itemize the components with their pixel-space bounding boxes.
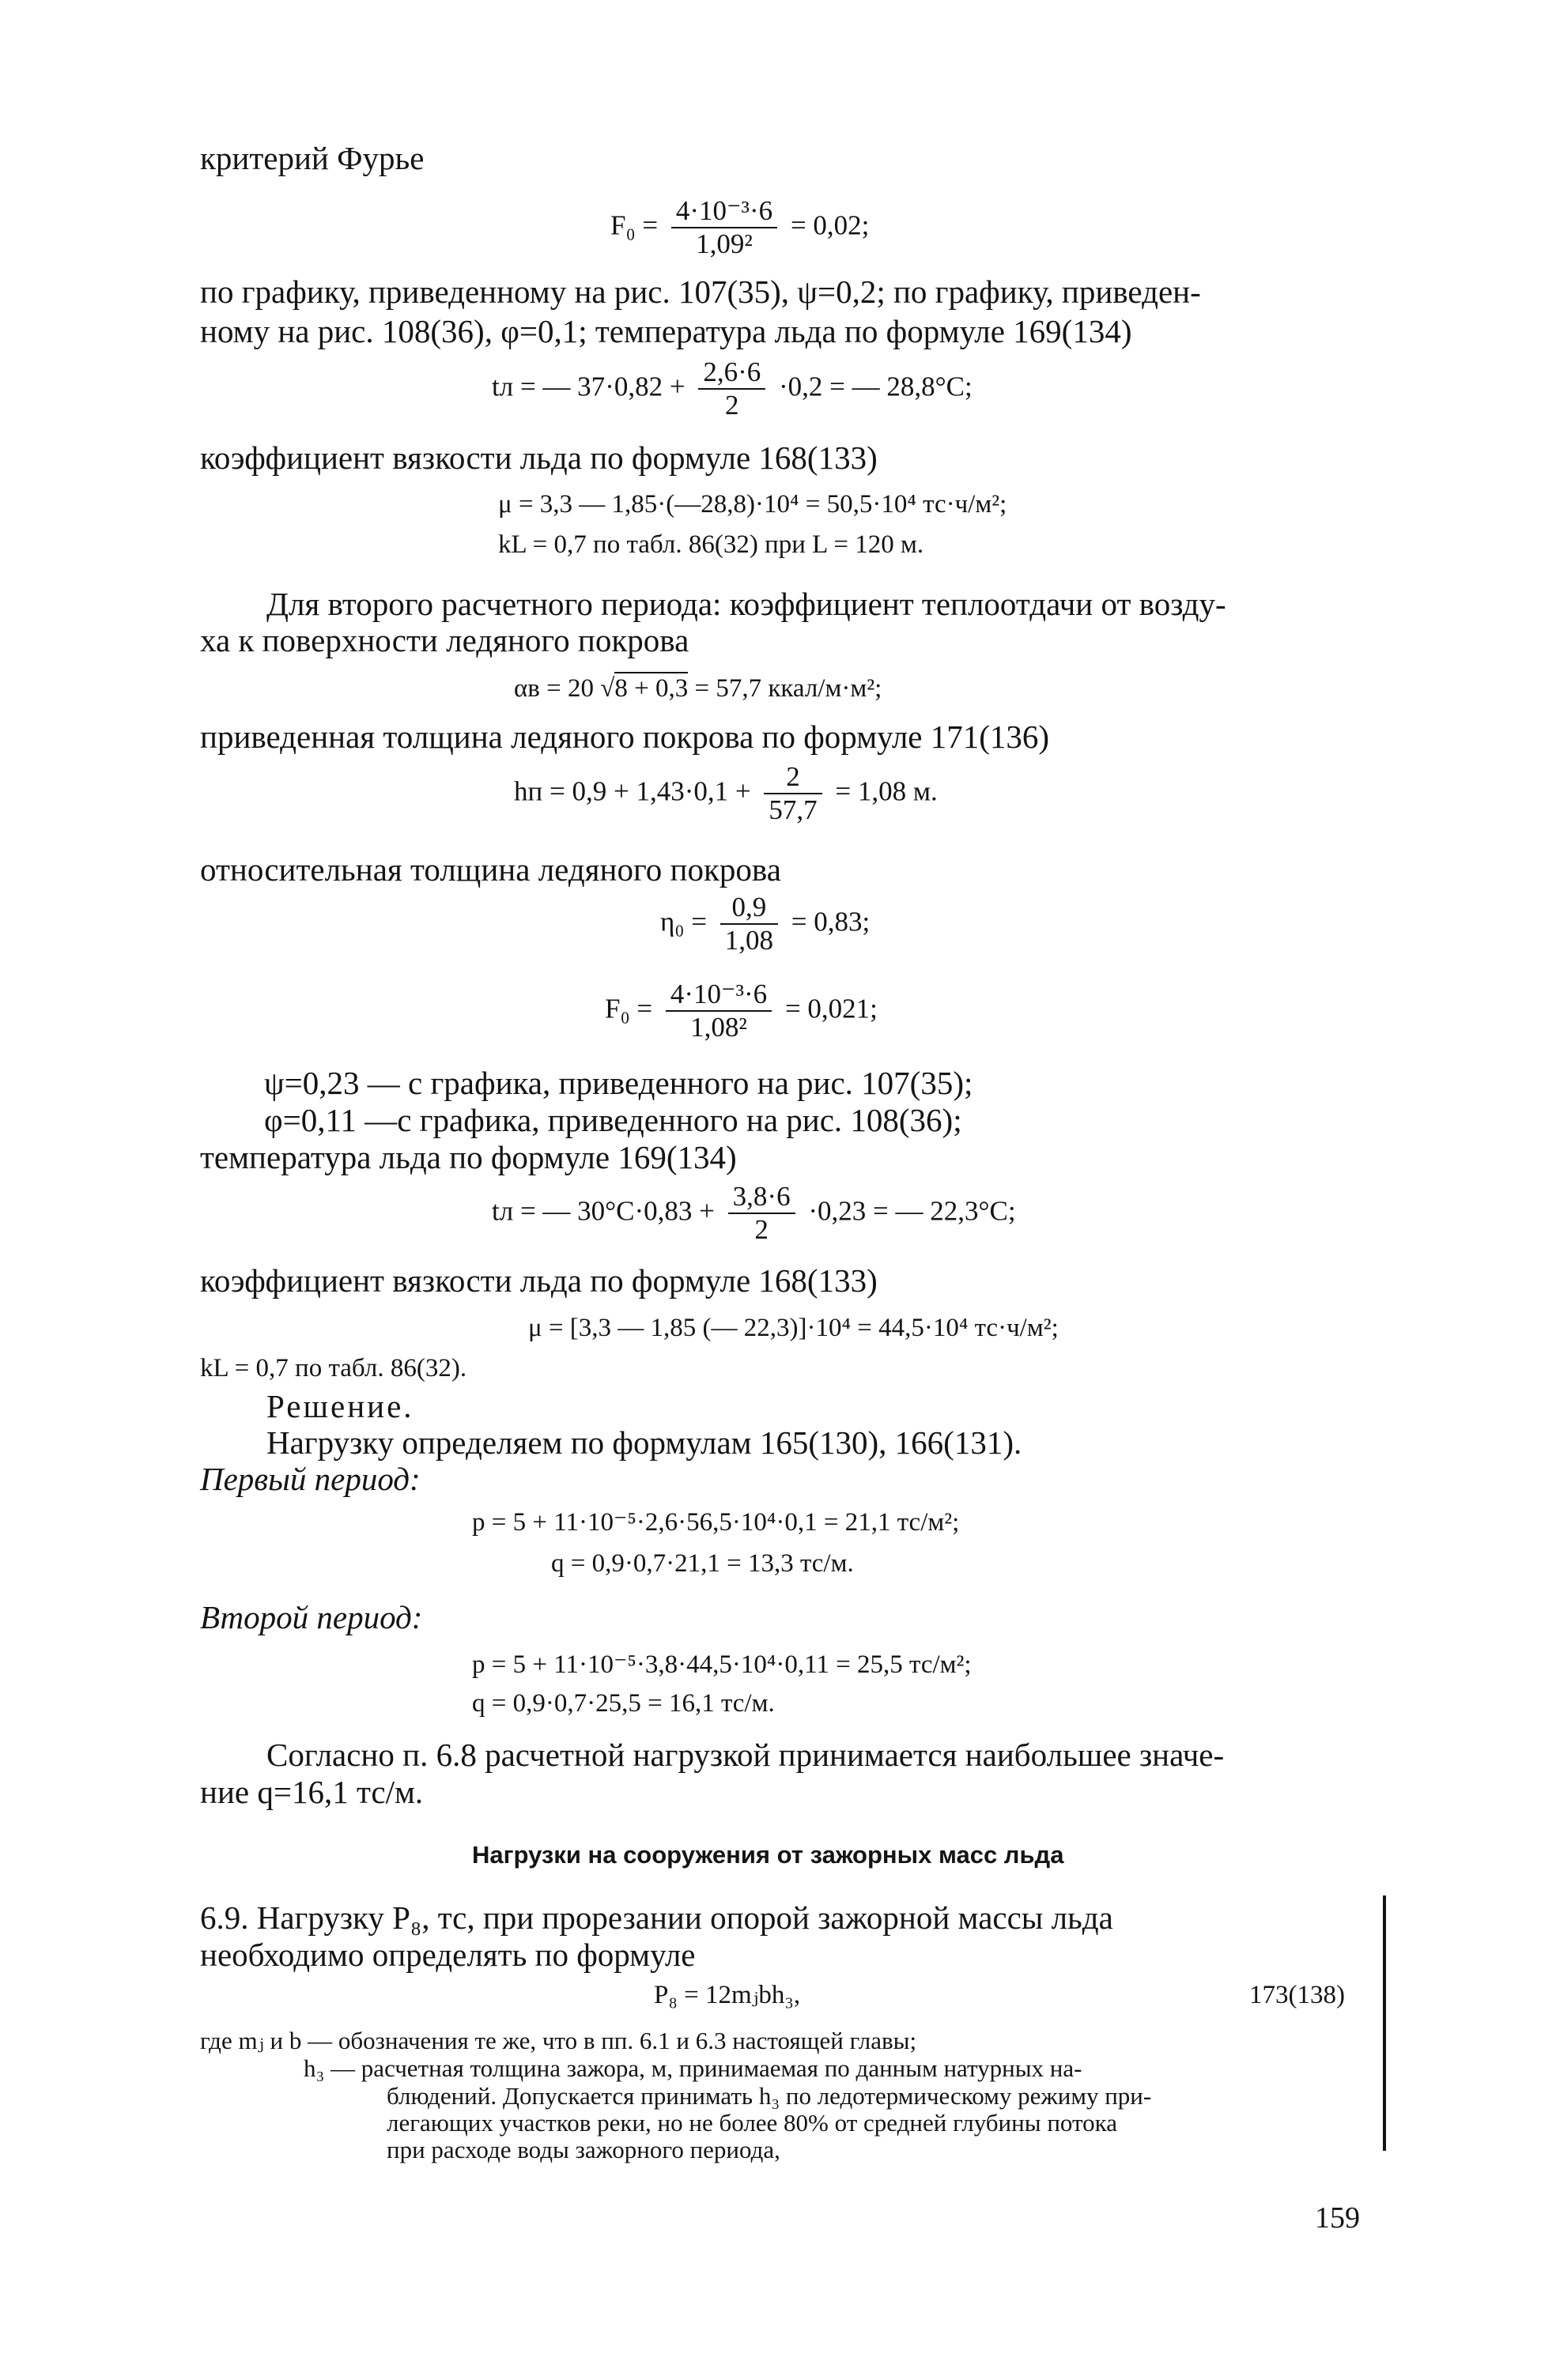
text-line: 6.9. Нагрузку P₈, тс, при прорезании опорой зажорной массы льда <box>200 1899 1113 1936</box>
formula-rhs: = 0,83; <box>791 906 871 937</box>
text-line: φ=0,11 —с графика, приведенного на рис. 108(36); <box>264 1102 962 1138</box>
denominator: 2 <box>725 390 739 421</box>
formula-rhs: ·0,2 = — 28,8°С; <box>778 371 973 402</box>
formula-lhs: tл = — 37·0,82 + <box>492 371 686 402</box>
note-line: блюдений. Допускается принимать h₃ по ледотермическому режиму при- <box>387 2082 1152 2110</box>
formula-viscosity-2: μ = [3,3 — 1,85 (— 22,3)]·10⁴ = 44,5·10⁴ тс·ч/м²; <box>528 1314 1059 1342</box>
formula-fourier-2 <box>605 979 878 1044</box>
formula-rhs: = 57,7 ккал/м·м²; <box>694 674 882 703</box>
text-line: ха к поверхности ледяного покрова <box>200 622 689 658</box>
text-line: приведенная толщина ледяного покрова по формуле 171(136) <box>200 719 1050 755</box>
formula-rhs: ·0,23 = — 22,3°С; <box>808 1195 1016 1227</box>
formula-fourier-1 <box>610 195 869 261</box>
formula-rhs: = 1,08 м. <box>835 775 938 807</box>
fraction <box>671 195 777 261</box>
formula-lhs: αв = 20 √ <box>514 674 615 703</box>
fraction <box>720 892 778 957</box>
page-number: 159 <box>1315 2201 1360 2235</box>
text-line: температура льда по формуле 169(134) <box>200 1139 737 1175</box>
fraction <box>764 761 821 827</box>
radicand: 8 + 0,3 <box>614 672 688 703</box>
second-period-label: Второй период: <box>200 1599 423 1635</box>
formula-ice-thickness <box>514 761 938 827</box>
formula-p-2: p = 5 + 11·10⁻⁵·3,8·44,5·10⁴·0,11 = 25,5 тс/м²; <box>472 1650 972 1679</box>
numerator: 2,6·6 <box>698 356 765 390</box>
formula-load: P₈ = 12mⱼbh₃, <box>654 1981 801 2009</box>
section-heading: Нагрузки на сооружения от зажорных масс льда <box>472 1841 1064 1869</box>
denominator: 1,09² <box>696 228 753 260</box>
denominator: 1,08² <box>690 1012 747 1043</box>
numerator: 3,8·6 <box>728 1181 795 1214</box>
formula-kl-1: kL = 0,7 по табл. 86(32) при L = 120 м. <box>498 530 924 559</box>
text-line: ψ=0,23 — с графика, приведенного на рис. 107(35); <box>264 1065 973 1101</box>
formula-kl-2: kL = 0,7 по табл. 86(32). <box>200 1354 467 1382</box>
text-line: критерий Фурье <box>200 140 425 176</box>
text-line: относительная толщина ледяного покрова <box>200 851 781 888</box>
formula-p-1: p = 5 + 11·10⁻⁵·2,6·56,5·10⁴·0,1 = 21,1 тс/м²; <box>472 1508 960 1537</box>
formula-temperature-2 <box>492 1181 1016 1247</box>
text-line: ние q=16,1 тс/м. <box>200 1774 424 1810</box>
text-line: необходимо определять по формуле <box>200 1937 696 1973</box>
note-line: h₃ — расчетная толщина зажора, м, принимаемая по данным натурных на- <box>304 2054 1082 2082</box>
formula-temperature-1 <box>492 356 973 422</box>
solution-heading: Решение. <box>266 1388 414 1424</box>
formula-lhs: F₀ = <box>610 209 659 241</box>
denominator: 1,08 <box>724 925 773 956</box>
numerator: 2 <box>764 761 821 794</box>
note-line: легающих участков реки, но не более 80% от средней глубины потока <box>387 2109 1117 2137</box>
formula-heat-transfer <box>514 673 882 705</box>
formula-rhs: = 0,021; <box>784 993 878 1024</box>
note-line: при расходе воды зажорного периода, <box>387 2136 780 2163</box>
text-line: коэффициент вязкости льда по формуле 168(133) <box>200 439 878 476</box>
formula-rhs: = 0,02; <box>790 209 870 241</box>
fraction <box>666 979 772 1044</box>
formula-q-2: q = 0,9·0,7·25,5 = 16,1 тс/м. <box>472 1689 775 1718</box>
formula-lhs: η₀ = <box>660 906 707 937</box>
text-line: Нагрузку определяем по формулам 165(130), 166(131). <box>266 1424 1022 1461</box>
formula-lhs: hп = 0,9 + 1,43·0,1 + <box>514 775 751 807</box>
margin-change-bar <box>1383 1895 1386 2151</box>
numerator: 0,9 <box>720 892 778 925</box>
formula-number: 173(138) <box>1249 1981 1345 2009</box>
text-line: ному на рис. 108(36), φ=0,1; температура льда по формуле 169(134) <box>200 313 1132 349</box>
fraction <box>728 1181 795 1247</box>
denominator: 57,7 <box>769 794 818 826</box>
text-line: по графику, приведенному на рис. 107(35), ψ=0,2; по графику, приведен- <box>200 273 1201 310</box>
formula-lhs: tл = — 30°С·0,83 + <box>492 1195 715 1227</box>
text-line: Для второго расчетного периода: коэффициент теплоотдачи от возду- <box>266 586 1226 622</box>
fraction <box>698 356 765 422</box>
formula-relative-thickness <box>660 892 870 957</box>
formula-viscosity-1: μ = 3,3 — 1,85·(—28,8)·10⁴ = 50,5·10⁴ тс·ч/м²; <box>498 490 1007 519</box>
note-line: где mⱼ и b — обозначения те же, что в пп. 6.1 и 6.3 настоящей главы; <box>200 2027 917 2054</box>
denominator: 2 <box>754 1214 769 1246</box>
formula-q-1: q = 0,9·0,7·21,1 = 13,3 тс/м. <box>551 1549 854 1578</box>
first-period-label: Первый период: <box>200 1461 421 1497</box>
numerator: 4·10⁻³·6 <box>666 979 772 1012</box>
text-line: Согласно п. 6.8 расчетной нагрузкой принимается наибольшее значе- <box>266 1737 1225 1773</box>
formula-lhs: F₀ = <box>605 993 653 1024</box>
numerator: 4·10⁻³·6 <box>671 195 777 228</box>
text-line: коэффициент вязкости льда по формуле 168(133) <box>200 1262 878 1299</box>
